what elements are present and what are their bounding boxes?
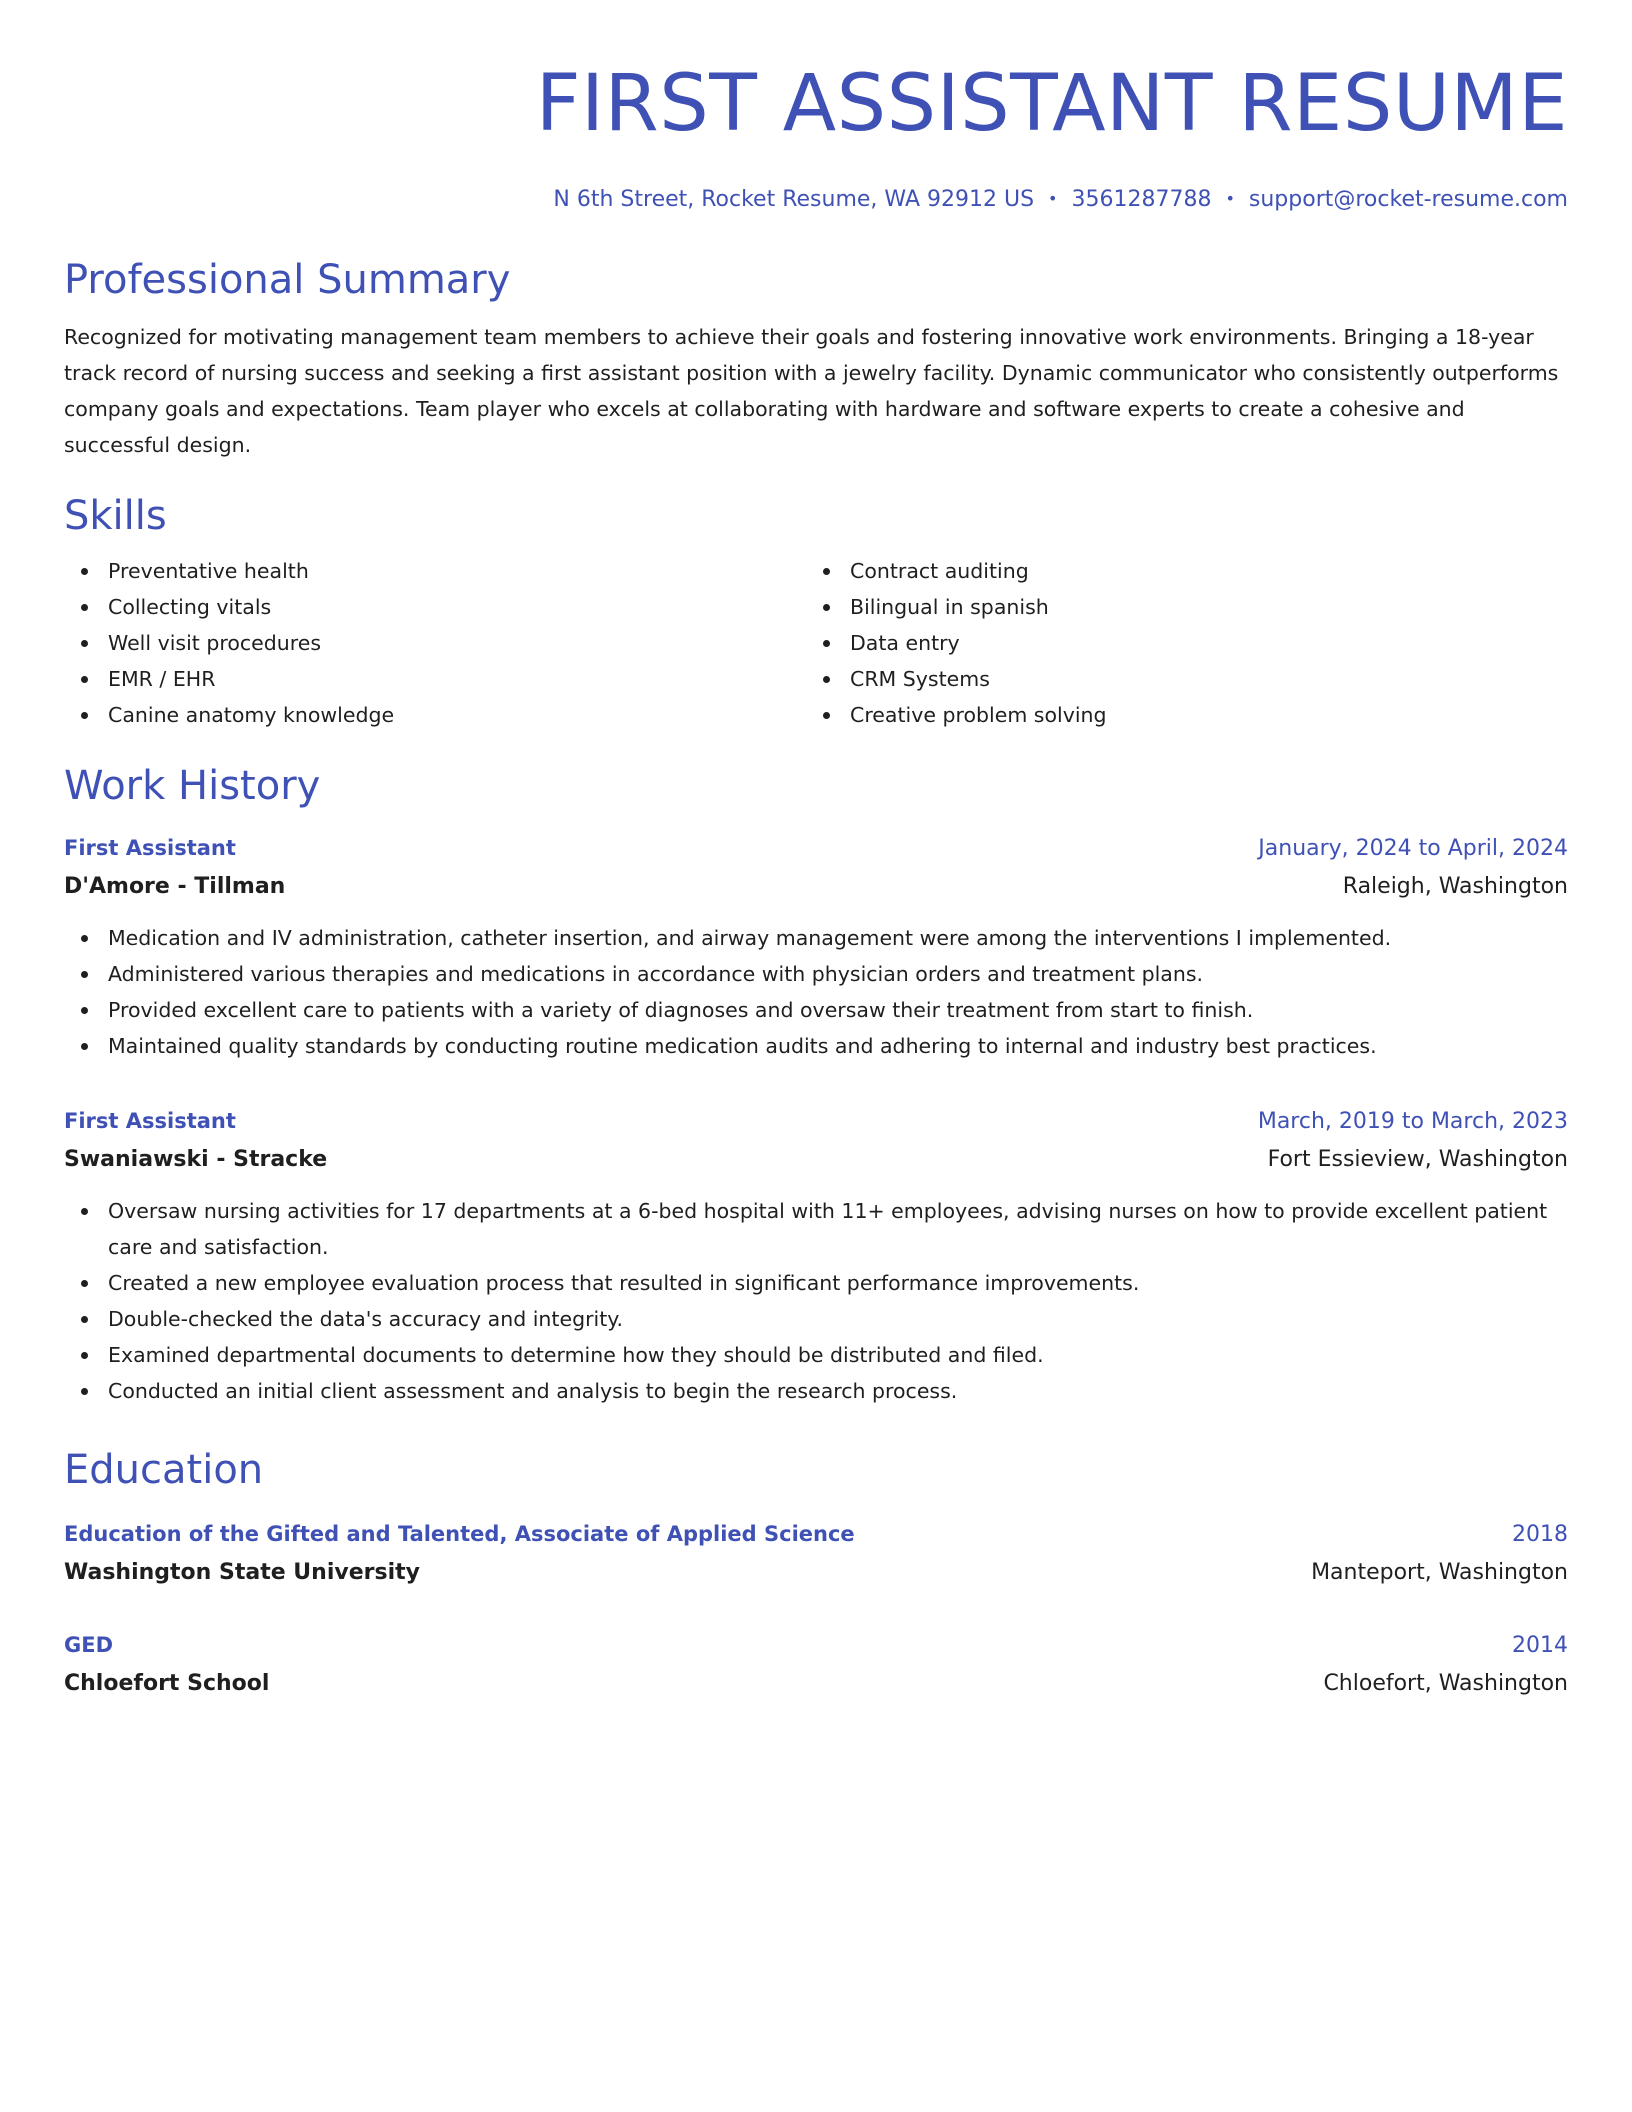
- job-dates: January, 2024 to April, 2024: [1258, 836, 1568, 861]
- education-entry: [64, 1515, 1568, 1592]
- job-bullet: Double-checked the data's accuracy and integrity.: [64, 1301, 1568, 1337]
- skill-item: CRM Systems: [806, 661, 1548, 697]
- skill-item: Preventative health: [64, 553, 806, 589]
- education-header-row: [64, 1515, 1568, 1554]
- skill-item: Canine anatomy knowledge: [64, 697, 806, 733]
- education-year: 2018: [1512, 1522, 1568, 1547]
- job-bullets: [64, 920, 1568, 1064]
- skill-item: Data entry: [806, 625, 1548, 661]
- job-role: First Assistant: [64, 1109, 236, 1133]
- separator-dot: •: [1225, 189, 1235, 208]
- education-heading: Education: [64, 1447, 264, 1493]
- education-location: Manteport, Washington: [1311, 1560, 1568, 1585]
- separator-dot: •: [1048, 189, 1058, 208]
- education-header-row: [64, 1626, 1568, 1665]
- job-header-row: [64, 1102, 1568, 1141]
- skill-item: Well visit procedures: [64, 625, 806, 661]
- job-bullets: [64, 1193, 1568, 1409]
- education-degree: Education of the Gifted and Talented, Associate of Applied Science: [64, 1522, 855, 1546]
- education-school-row: [64, 1665, 1568, 1703]
- email-text: support@rocket-resume.com: [1248, 187, 1568, 212]
- skills-column-left: [64, 553, 806, 733]
- education-school-row: [64, 1554, 1568, 1592]
- education-degree: GED: [64, 1633, 114, 1657]
- skill-item: EMR / EHR: [64, 661, 806, 697]
- phone-text: 3561287788: [1071, 187, 1212, 212]
- job-location: Fort Essieview, Washington: [1267, 1147, 1568, 1172]
- address-text: N 6th Street, Rocket Resume, WA 92912 US: [553, 187, 1035, 212]
- skills-heading: Skills: [64, 493, 167, 539]
- work-history-heading: Work History: [64, 763, 321, 809]
- skill-item: Contract auditing: [806, 553, 1548, 589]
- education-school: Chloefort School: [64, 1671, 270, 1696]
- job-company: Swaniawski - Stracke: [64, 1147, 328, 1172]
- resume-header: [64, 0, 1568, 215]
- job-location: Raleigh, Washington: [1342, 874, 1568, 899]
- job-company-row: [64, 1141, 1568, 1179]
- resume-page: [64, 0, 1568, 1703]
- skill-item: Collecting vitals: [64, 589, 806, 625]
- job-bullet: Conducted an initial client assessment and analysis to begin the research process.: [64, 1373, 1568, 1409]
- skill-item: Creative problem solving: [806, 697, 1548, 733]
- resume-title: FIRST ASSISTANT RESUME: [535, 59, 1568, 149]
- job-entry: [64, 1102, 1568, 1409]
- skills-grid: [64, 553, 1568, 733]
- job-bullet: Maintained quality standards by conducting routine medication audits and adhering to internal and industry best practices.: [64, 1028, 1568, 1064]
- job-bullet: Examined departmental documents to determine how they should be distributed and filed.: [64, 1337, 1568, 1373]
- job-bullet: Provided excellent care to patients with a variety of diagnoses and oversaw their treatment from start to finish.: [64, 992, 1568, 1028]
- education-year: 2014: [1512, 1633, 1568, 1658]
- job-company: D'Amore - Tillman: [64, 874, 286, 899]
- job-company-row: [64, 868, 1568, 906]
- education-school: Washington State University: [64, 1560, 420, 1585]
- summary-heading: Professional Summary: [64, 257, 511, 303]
- job-header-row: [64, 829, 1568, 868]
- job-dates: March, 2019 to March, 2023: [1257, 1109, 1568, 1134]
- education-entry: [64, 1626, 1568, 1703]
- education-location: Chloefort, Washington: [1323, 1671, 1568, 1696]
- skills-column-right: [806, 553, 1548, 733]
- job-bullet: Oversaw nursing activities for 17 departments at a 6-bed hospital with 11+ employees, advising nurses on how to provide excellent patient care and satisfaction.: [64, 1193, 1568, 1265]
- job-bullet: Administered various therapies and medications in accordance with physician orders and treatment plans.: [64, 956, 1568, 992]
- job-bullet: Medication and IV administration, catheter insertion, and airway management were among the interventions I implemented.: [64, 920, 1568, 956]
- summary-paragraph: Recognized for motivating management team members to achieve their goals and fostering innovative work environments. Bringing a 18-year track record of nursing success and seeking a first assistant position with a jewelry facility. Dynamic communicator who consistently outperforms company goals and expectations. Team player who excels at collaborating with hardware and software experts to create a cohesive and successful design.: [64, 325, 1559, 457]
- skill-item: Bilingual in spanish: [806, 589, 1548, 625]
- job-entry: [64, 829, 1568, 1064]
- job-bullet: Created a new employee evaluation process that resulted in significant performance improvements.: [64, 1265, 1568, 1301]
- job-role: First Assistant: [64, 836, 236, 860]
- contact-line: [64, 186, 1568, 215]
